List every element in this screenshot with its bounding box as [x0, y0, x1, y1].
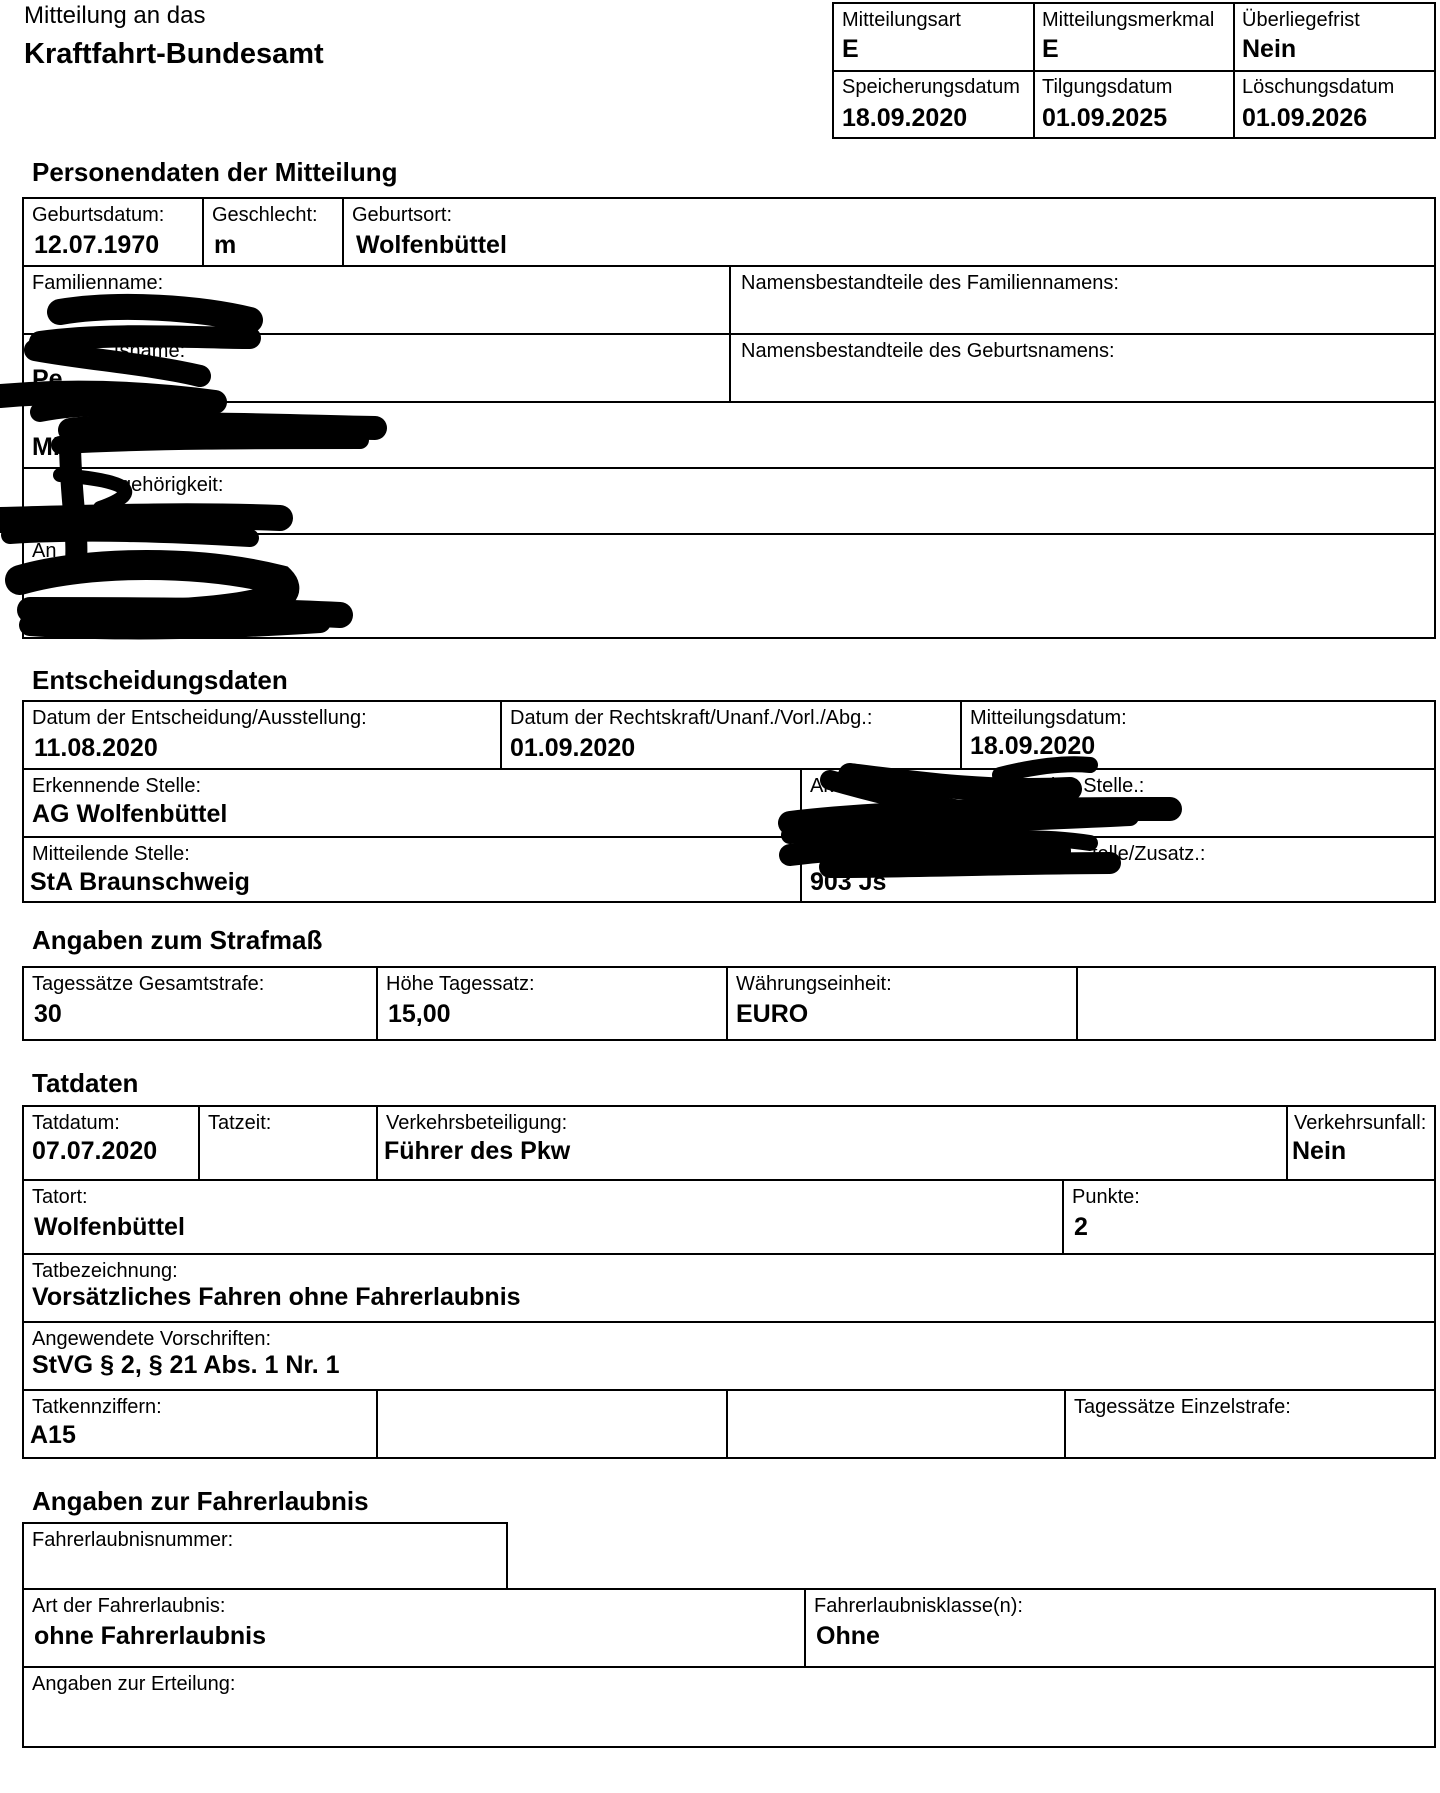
tatdatum-cell	[24, 1107, 200, 1179]
fahrerlaubnisnummer-label: Fahrerlaubnisnummer:	[32, 1529, 234, 1551]
hoehe-tagessatz-cell	[378, 968, 728, 1039]
tatzeit-cell	[200, 1107, 378, 1179]
aktenzeichen-mitteilend-cell	[802, 838, 1434, 901]
tagessaetze-einzel-cell	[1066, 1391, 1434, 1457]
geburtsdatum-value: 12.07.1970	[34, 231, 160, 259]
namensbestandteile-geburt-cell	[733, 335, 1433, 401]
geschlecht-cell	[204, 199, 344, 265]
mitteilungsmerkmal-value: E	[1042, 35, 1059, 63]
tat-empty-cell-2	[728, 1391, 1066, 1457]
datum-entscheidung-cell	[24, 702, 502, 768]
staatsangehoerigkeit-cell	[24, 469, 1434, 535]
verkehrsunfall-value: Nein	[1292, 1137, 1347, 1165]
punkte-value: 2	[1074, 1213, 1088, 1241]
tatkennziffern-label: Tatkennziffern:	[32, 1396, 162, 1418]
geburtsort-value: Wolfenbüttel	[356, 231, 507, 259]
art-fahrerlaubnis-value: ohne Fahrerlaubnis	[34, 1622, 266, 1650]
tatkennziffern-value: A15	[30, 1421, 76, 1449]
geschlecht-label: Geschlecht:	[212, 204, 318, 226]
mitteilungsmerkmal-label: Mitteilungsmerkmal	[1042, 9, 1215, 31]
person-table	[22, 197, 1436, 639]
vorname-cell	[24, 403, 1434, 469]
namensbestandteile-geburt-label: Namensbestandteile des Geburtsnamens:	[741, 340, 1115, 362]
mitteilungsdatum-label: Mitteilungsdatum:	[970, 707, 1127, 729]
speicherungsdatum-cell	[834, 71, 1034, 137]
fahrerlaubnisklassen-label: Fahrerlaubnisklasse(n):	[814, 1595, 1023, 1617]
datum-rechtskraft-value: 01.09.2020	[510, 734, 636, 762]
vorschriften-cell	[24, 1323, 1434, 1389]
hoehe-tagessatz-value: 15,00	[388, 1000, 451, 1028]
ueberliegefrist-cell	[1234, 4, 1434, 70]
geburtsort-label: Geburtsort:	[352, 204, 453, 226]
anschrift-cell	[24, 535, 1434, 637]
mitteilungsart-value: E	[842, 35, 859, 63]
datum-entscheidung-value: 11.08.2020	[34, 734, 158, 762]
tilgungsdatum-label: Tilgungsdatum	[1042, 76, 1173, 98]
loeschungsdatum-label: Löschungsdatum	[1242, 76, 1395, 98]
datum-rechtskraft-label: Datum der Rechtskraft/Unanf./Vorl./Abg.:	[510, 707, 873, 729]
tatdatum-value: 07.07.2020	[32, 1137, 158, 1165]
fahrerlaubnisklassen-cell	[806, 1590, 1434, 1666]
geburtsdatum-label: Geburtsdatum:	[32, 204, 165, 226]
recipient-authority: Kraftfahrt-Bundesamt	[24, 38, 324, 70]
geburtsort-cell	[344, 199, 1434, 265]
erkennende-stelle-cell	[24, 770, 802, 836]
anschrift-label: An	[32, 540, 57, 562]
geburtsname-cell	[24, 335, 731, 401]
tagessaetze-gesamt-cell	[24, 968, 378, 1039]
erteilung-cell	[24, 1668, 1434, 1746]
staatsangehoerigkeit-label: gehörigkeit:	[120, 474, 224, 496]
tatbezeichnung-label: Tatbezeichnung:	[32, 1260, 178, 1282]
tatbezeichnung-value: Vorsätzliches Fahren ohne Fahrerlaubnis	[32, 1283, 521, 1311]
erkennende-stelle-label: Erkennende Stelle:	[32, 775, 202, 797]
mitteilungsdatum-cell	[962, 702, 1434, 768]
art-fahrerlaubnis-cell	[24, 1590, 806, 1666]
person-section-title: Personendaten der Mitteilung	[32, 157, 398, 187]
mitteilungsmerkmal-cell	[1034, 4, 1234, 70]
fahrerlaubnis-nummer-box	[22, 1522, 508, 1590]
tatbezeichnung-cell	[24, 1255, 1434, 1321]
mitteilungsart-cell	[834, 4, 1034, 70]
ueberliegefrist-label: Überliegefrist	[1242, 9, 1360, 31]
vorschriften-value: StVG § 2, § 21 Abs. 1 Nr. 1	[32, 1351, 340, 1379]
entscheidung-table	[22, 700, 1436, 903]
mitteilende-stelle-label: Mitteilende Stelle:	[32, 843, 190, 865]
meta-box	[832, 2, 1436, 139]
verkehrsunfall-cell	[1288, 1107, 1434, 1179]
tagessaetze-einzel-label: Tagessätze Einzelstrafe:	[1074, 1396, 1291, 1418]
erkennende-stelle-value: AG Wolfenbüttel	[32, 800, 228, 828]
namensbestandteile-familie-label: Namensbestandteile des Familiennamens:	[741, 272, 1119, 294]
tagessaetze-gesamt-label: Tagessätze Gesamtstrafe:	[32, 973, 265, 995]
familienname-label: Familienname:	[32, 272, 164, 294]
fahrerlaubnis-section-title: Angaben zur Fahrerlaubnis	[32, 1486, 369, 1516]
geschlecht-value: m	[214, 231, 237, 259]
tatdatum-label: Tatdatum:	[32, 1112, 120, 1134]
verkehrsbeteiligung-value: Führer des Pkw	[384, 1137, 571, 1165]
datum-rechtskraft-cell	[502, 702, 962, 768]
geburtsname-label: tsname:	[114, 340, 186, 362]
verkehrsunfall-label: Verkehrsunfall:	[1294, 1112, 1427, 1134]
tatkennziffern-cell	[24, 1391, 378, 1457]
punkte-cell	[1064, 1181, 1434, 1253]
tat-table	[22, 1105, 1436, 1459]
tatzeit-label: Tatzeit:	[208, 1112, 272, 1134]
mitteilende-stelle-cell	[24, 838, 802, 901]
tilgungsdatum-value: 01.09.2025	[1042, 104, 1168, 132]
verkehrsbeteiligung-label: Verkehrsbeteiligung:	[386, 1112, 568, 1134]
loeschungsdatum-cell	[1234, 71, 1434, 137]
aktenzeichen-erkennend-cell	[802, 770, 1434, 836]
strafmass-section-title: Angaben zum Strafmaß	[32, 925, 323, 955]
art-fahrerlaubnis-label: Art der Fahrerlaubnis:	[32, 1595, 226, 1617]
punkte-label: Punkte:	[1072, 1186, 1140, 1208]
waehrung-value: EURO	[736, 1000, 809, 1028]
mitteilungsart-label: Mitteilungsart	[842, 9, 961, 31]
tagessaetze-gesamt-value: 30	[34, 1000, 62, 1028]
aktenzeichen-mitteilend-label-end: telle/Zusatz.:	[1092, 843, 1206, 865]
loeschungsdatum-value: 01.09.2026	[1242, 104, 1368, 132]
waehrung-label: Währungseinheit:	[736, 973, 892, 995]
datum-entscheidung-label: Datum der Entscheidung/Ausstellung:	[32, 707, 367, 729]
mitteilende-stelle-value: StA Braunschweig	[30, 868, 250, 896]
speicherungsdatum-label: Speicherungsdatum	[842, 76, 1020, 98]
aktenzeichen-erkennend-label-start: Akt	[810, 775, 839, 797]
familienname-cell	[24, 267, 731, 333]
tatort-value: Wolfenbüttel	[34, 1213, 185, 1241]
tatort-label: Tatort:	[32, 1186, 88, 1208]
speicherungsdatum-value: 18.09.2020	[842, 104, 968, 132]
aktenzeichen-mitteilend-value: 903 Js	[810, 868, 887, 896]
recipient-line: Mitteilung an das	[24, 2, 206, 29]
mitteilungsdatum-value: 18.09.2020	[970, 732, 1096, 760]
erteilung-label: Angaben zur Erteilung:	[32, 1673, 236, 1695]
namensbestandteile-familie-cell	[733, 267, 1433, 333]
vorname-value: Mi	[32, 433, 60, 461]
tilgungsdatum-cell	[1034, 71, 1234, 137]
fahrerlaubnis-table	[22, 1588, 1436, 1748]
ueberliegefrist-value: Nein	[1242, 35, 1297, 63]
geburtsdatum-cell	[24, 199, 204, 265]
entscheidung-section-title: Entscheidungsdaten	[32, 665, 288, 695]
geburtsname-value: Pe	[32, 365, 63, 393]
hoehe-tagessatz-label: Höhe Tagessatz:	[386, 973, 535, 995]
vorschriften-label: Angewendete Vorschriften:	[32, 1328, 272, 1350]
aktenzeichen-erkennend-label-end: rkennenden Stelle.:	[972, 775, 1145, 797]
strafmass-table	[22, 966, 1436, 1041]
strafmass-empty-cell	[1078, 968, 1434, 1039]
tatort-cell	[24, 1181, 1064, 1253]
tat-empty-cell-1	[378, 1391, 728, 1457]
waehrung-cell	[728, 968, 1078, 1039]
tat-section-title: Tatdaten	[32, 1068, 139, 1098]
verkehrsbeteiligung-cell	[378, 1107, 1288, 1179]
fahrerlaubnisklassen-value: Ohne	[816, 1622, 880, 1650]
